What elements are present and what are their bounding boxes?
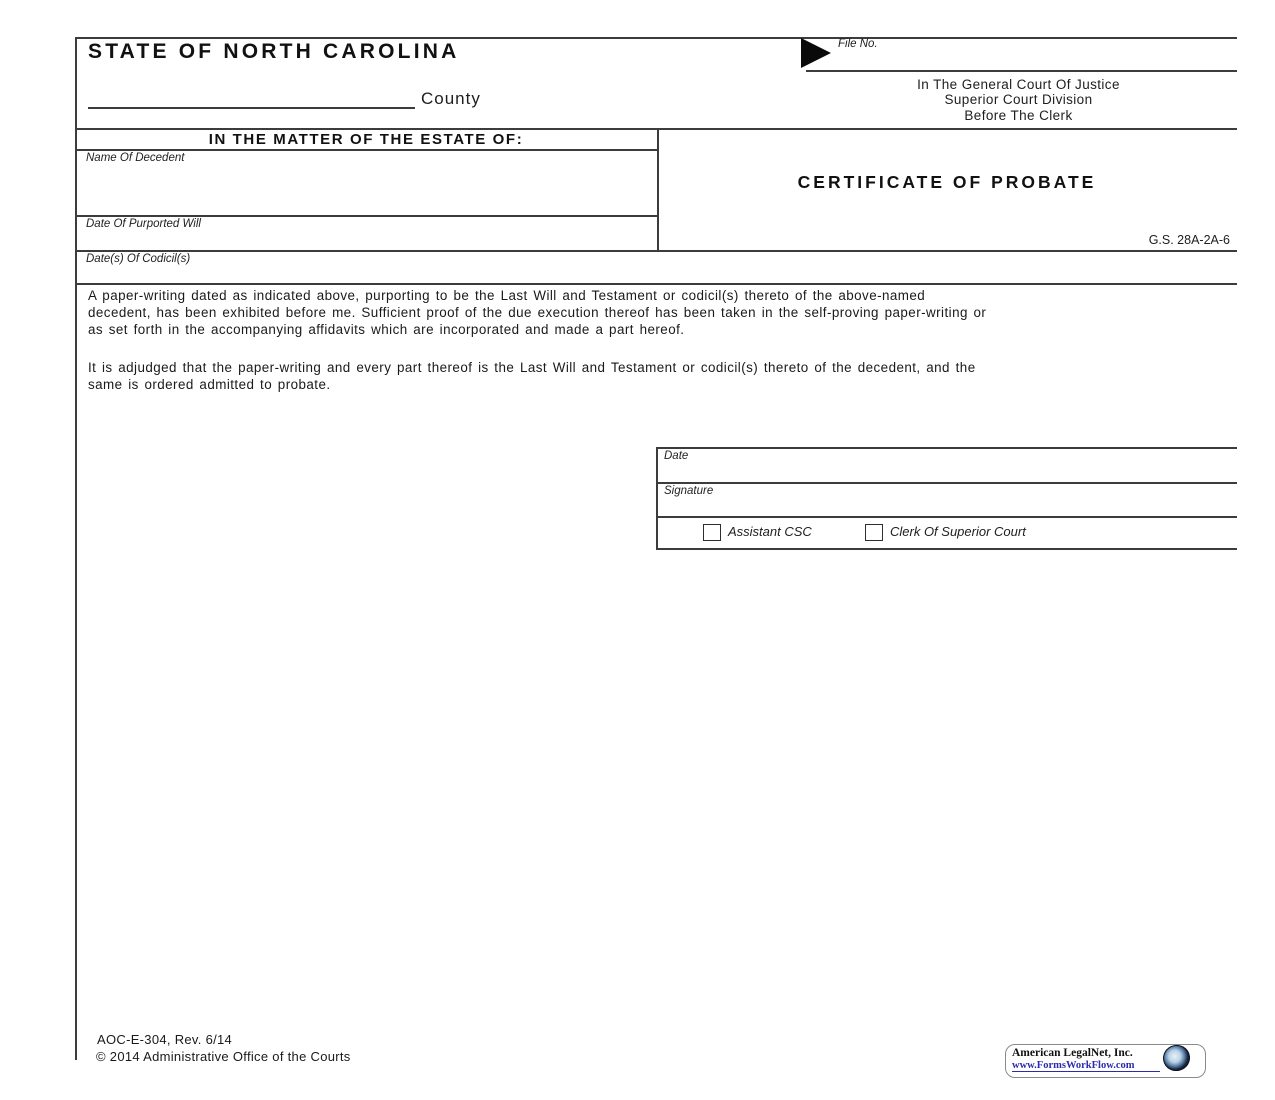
date-of-purported-will-input[interactable] [76, 232, 655, 249]
county-underline [88, 107, 415, 109]
paragraph-2-line-2: same is ordered admitted to probate. [88, 377, 331, 393]
court-line-2: Superior Court Division [944, 92, 1093, 108]
estate-title-bottom-rule [75, 149, 657, 151]
assistant-csc-label: Assistant CSC [728, 524, 812, 539]
file-no-bottom-rule [806, 70, 1237, 72]
file-no-input[interactable] [806, 52, 1237, 70]
clerk-of-superior-court-label: Clerk Of Superior Court [890, 524, 1026, 539]
decedent-box-bottom-rule [75, 215, 657, 217]
vendor-name: American LegalNet, Inc. [1012, 1047, 1133, 1059]
name-of-decedent-label: Name Of Decedent [86, 152, 185, 164]
top-rule [75, 37, 1237, 39]
date-of-purported-will-label: Date Of Purported Will [86, 218, 201, 230]
name-of-decedent-input[interactable] [76, 166, 655, 214]
paragraph-1-line-3: as set forth in the accompanying affidavits which are incorporated and made a part hereof. [88, 322, 685, 338]
paragraph-1-line-1: A paper-writing dated as indicated above, purporting to be the Last Will and Testament or codicil(s) thereto of the above-named [88, 288, 926, 303]
checkbox-row-bottom-rule [656, 548, 1237, 550]
form-number: AOC-E-304, Rev. 6/14 [97, 1032, 233, 1047]
certificate-title: CERTIFICATE OF PROBATE [797, 172, 1097, 192]
estate-section-title: IN THE MATTER OF THE ESTATE OF: [208, 131, 524, 148]
paragraph-2-line-1: It is adjudged that the paper-writing and every part thereof is the Last Will and Testament or codicil(s) thereto of the decedent, and the [88, 360, 976, 375]
signature-label: Signature [664, 485, 714, 497]
date-box-bottom-rule [656, 482, 1237, 484]
date-input[interactable] [658, 463, 1236, 481]
file-no-label: File No. [838, 38, 878, 50]
statute-reference: G.S. 28A-2A-6 [1148, 233, 1230, 247]
signature-input[interactable] [658, 498, 1236, 515]
dates-of-codicils-label: Date(s) Of Codicil(s) [86, 253, 191, 265]
court-line-3: Before The Clerk [964, 107, 1073, 123]
copyright-notice: © 2014 Administrative Office of the Courts [96, 1049, 351, 1064]
codicil-bottom-rule [75, 283, 1237, 285]
county-label: County [421, 89, 481, 108]
signature-box-bottom-rule [656, 516, 1237, 518]
dates-of-codicils-input[interactable] [76, 266, 1235, 282]
paragraph-1-line-2: decedent, has been exhibited before me. Sufficient proof of the due execution thereof has been taken in the self-proving paper-writing or [88, 305, 987, 321]
state-title: STATE OF NORTH CAROLINA [88, 40, 460, 63]
assistant-csc-checkbox[interactable] [703, 524, 721, 541]
body-paragraph-1 [88, 287, 986, 339]
header-bottom-rule [75, 128, 1237, 130]
date-label: Date [664, 450, 689, 462]
vendor-link[interactable]: www.FormsWorkFlow.com [1012, 1060, 1160, 1072]
court-designation [800, 77, 1237, 123]
date-box-top-rule [656, 447, 1237, 449]
clerk-of-superior-court-checkbox[interactable] [865, 524, 883, 541]
county-input[interactable] [88, 86, 415, 107]
body-paragraph-2 [88, 359, 976, 393]
codicil-top-rule [75, 250, 1237, 252]
court-line-1: In The General Court Of Justice [917, 77, 1120, 92]
